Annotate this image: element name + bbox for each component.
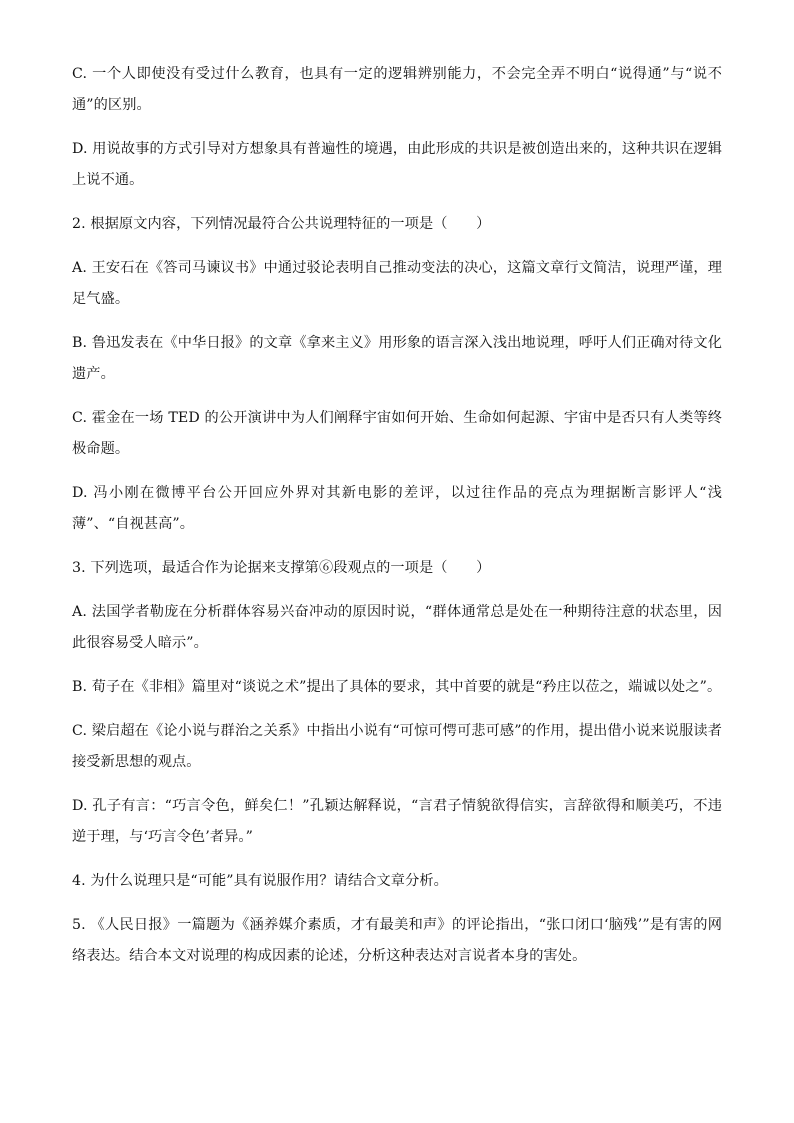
q3-option-b: B. 荀子在《非相》篇里对“谈说之术”提出了具体的要求，其中首要的就是“矜庄以莅之，端诚以处之”。 xyxy=(72,679,722,695)
q3-option-a: A. 法国学者勒庞在分析群体容易兴奋冲动的原因时说，“群体通常总是处在一种期待注意的状态里，因此很容易受人暗示”。 xyxy=(72,604,722,651)
option-d-paragraph: D. 用说故事的方式引导对方想象具有普遍性的境遇，由此形成的共识是被创造出来的，这种共识在逻辑上说不通。 xyxy=(72,141,722,188)
q2-option-b: B. 鲁迅发表在《中华日报》的文章《拿来主义》用形象的语言深入浅出地说理，呼吁人们正确对待文化遗产。 xyxy=(72,335,722,382)
option-c-paragraph: C. 一个人即使没有受过什么教育，也具有一定的逻辑辨别能力，不会完全弄不明白“说得通”与“说不通”的区别。 xyxy=(72,66,722,113)
question-5: 5. 《人民日报》一篇题为《涵养媒介素质，才有最美和声》的评论指出，“张口闭口‘脑残’”是有害的网络表达。结合本文对说理的构成因素的论述，分析这种表达对言说者本身的害处。 xyxy=(72,917,722,964)
q3-option-c: C. 梁启超在《论小说与群治之关系》中指出小说有“可惊可愕可悲可感”的作用，提出借小说来说服读者接受新思想的观点。 xyxy=(72,723,722,770)
document-page xyxy=(72,59,722,985)
q3-option-d: D. 孔子有言：“巧言令色，鲜矣仁！”孔颖达解释说，“言君子情貌欲得信实，言辞欲得和顺美巧，不违逆于理，与‘巧言令色’者异。” xyxy=(72,798,722,845)
question-2: 2. 根据原文内容，下列情况最符合公共说理特征的一项是（ ） xyxy=(72,216,491,232)
q2-option-a: A. 王安石在《答司马谏议书》中通过驳论表明自己推动变法的决心，这篇文章行文简洁，说理严谨，理足气盛。 xyxy=(72,260,722,307)
q2-option-d: D. 冯小刚在微博平台公开回应外界对其新电影的差评，以过往作品的亮点为理据断言影评人“浅薄”、“自视甚高”。 xyxy=(72,485,722,532)
question-3: 3. 下列选项，最适合作为论据来支撑第⑥段观点的一项是（ ） xyxy=(72,560,491,576)
question-4: 4. 为什么说理只是“可能”具有说服作用？请结合文章分析。 xyxy=(72,873,448,889)
q2-option-c: C. 霍金在一场 TED 的公开演讲中为人们阐释宇宙如何开始、生命如何起源、宇宙中是否只有人类等终极命题。 xyxy=(72,410,722,457)
